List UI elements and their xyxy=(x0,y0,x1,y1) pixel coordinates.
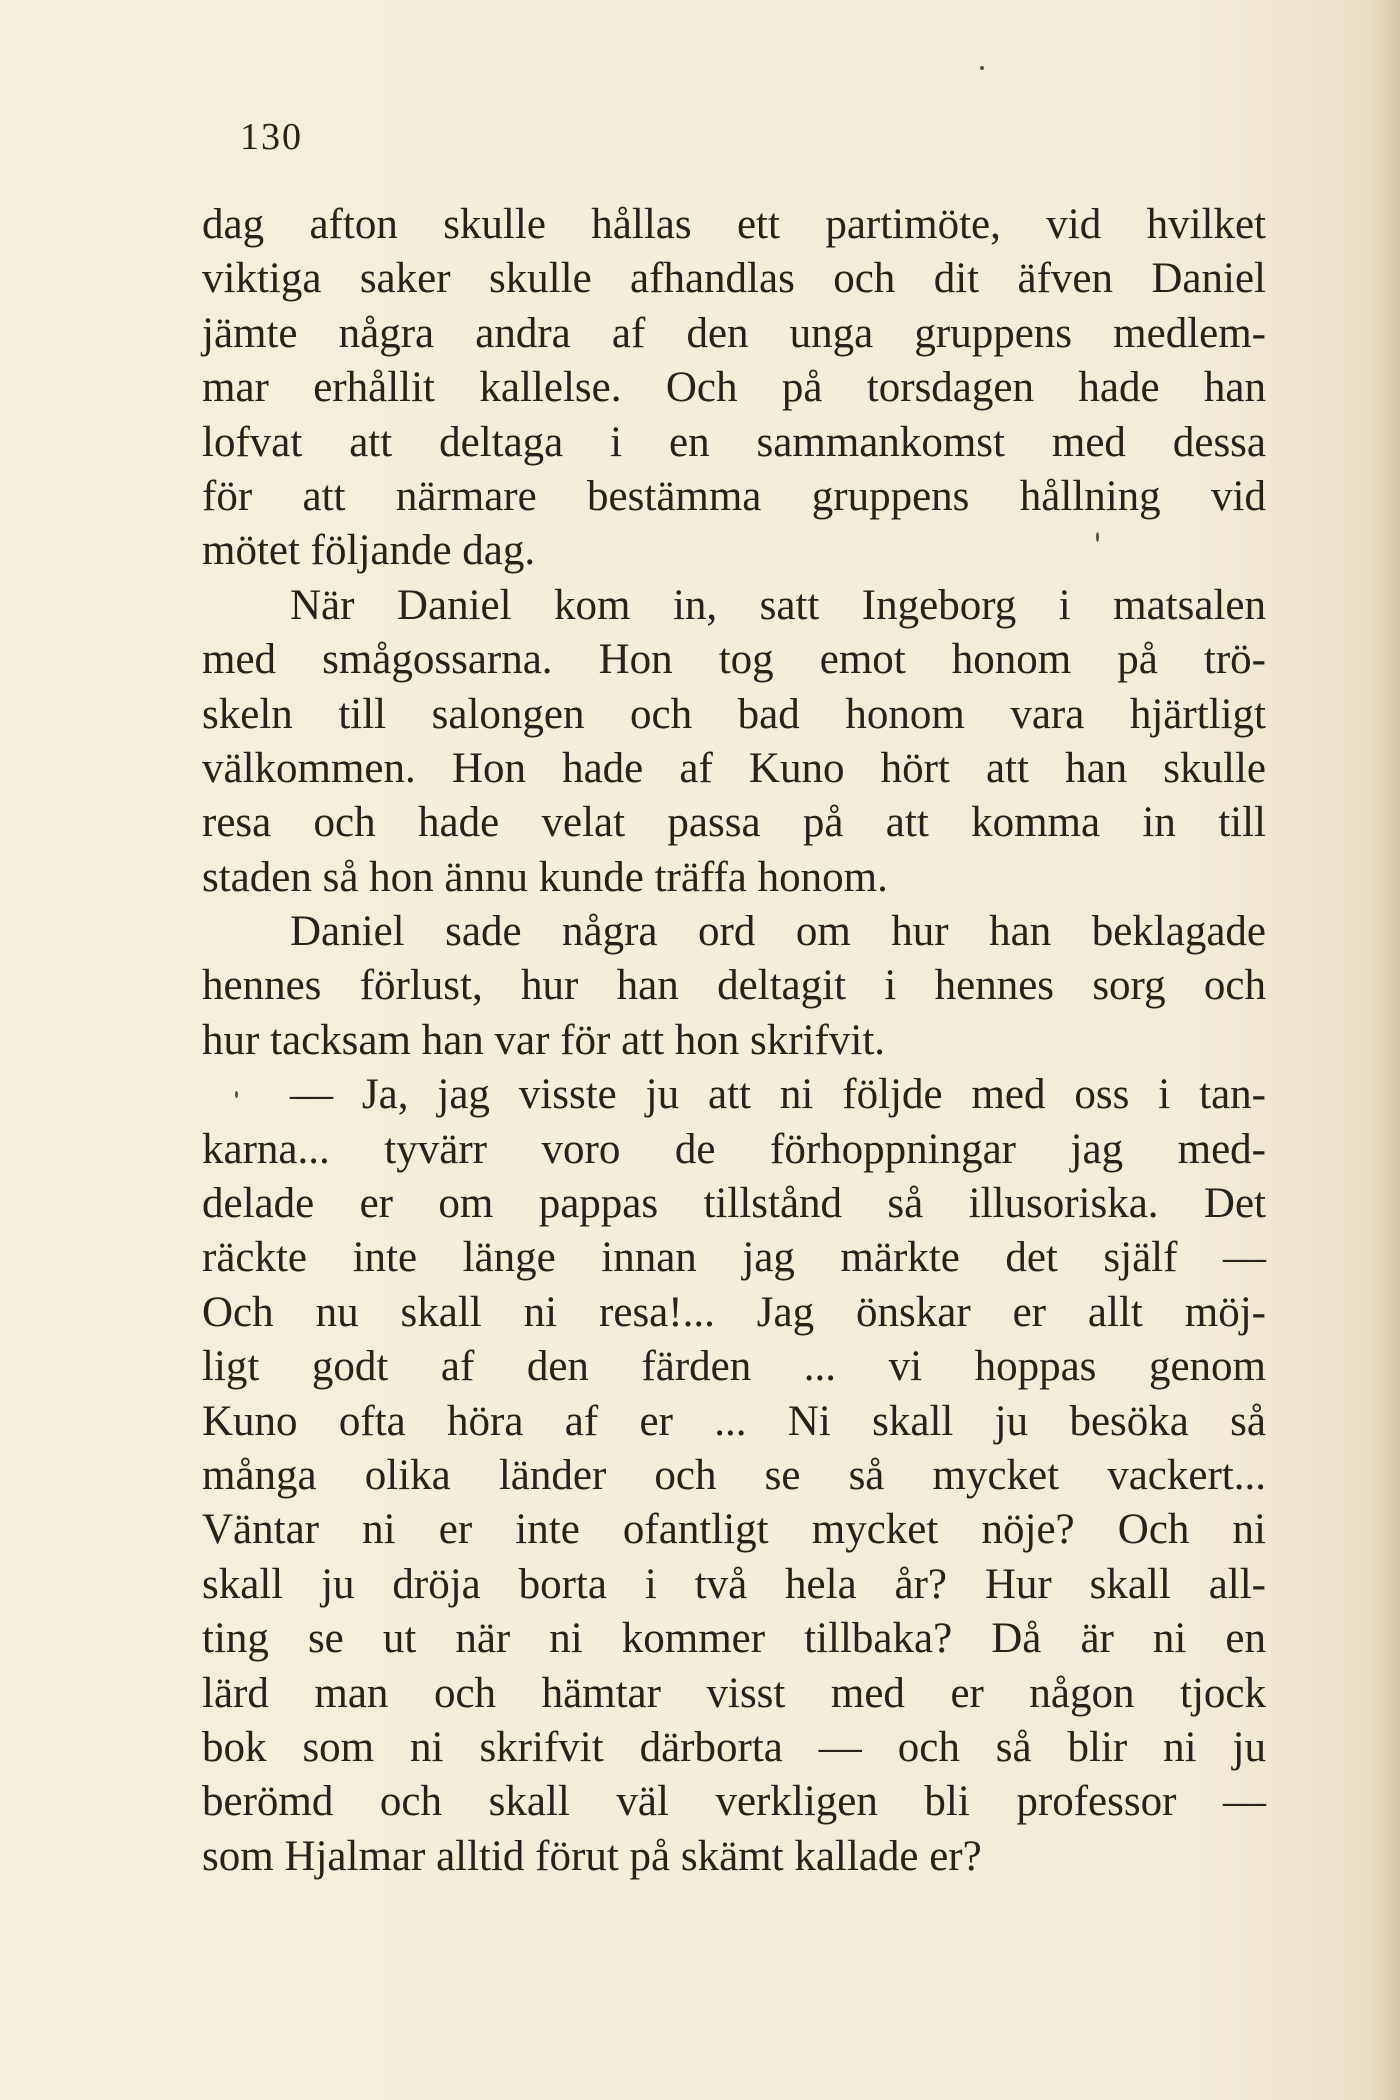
page-number: 130 xyxy=(240,116,303,158)
text-line: välkommen. Hon hade af Kuno hört att han skulle xyxy=(202,744,1266,792)
body-text xyxy=(202,198,1266,1884)
text-line: skeln till salongen och bad honom vara hjärtligt xyxy=(202,690,1266,738)
text-line: hur tacksam han var för att hon skrifvit. xyxy=(202,1016,886,1064)
text-line: mötet följande dag. xyxy=(202,527,536,575)
text-line: När Daniel kom in, satt Ingeborg i matsalen xyxy=(290,581,1266,629)
text-line: Daniel sade några ord om hur han beklagade xyxy=(290,908,1266,956)
text-line: hennes förlust, hur han deltagit i hennes sorg och xyxy=(202,962,1266,1010)
text-line: skall ju dröja borta i två hela år? Hur skall all- xyxy=(202,1560,1266,1608)
text-line: räckte inte länge innan jag märkte det själf — xyxy=(202,1234,1266,1282)
text-line: många olika länder och se så mycket vackert... xyxy=(202,1451,1266,1499)
text-line: med smågossarna. Hon tog emot honom på trö- xyxy=(202,636,1266,684)
text-line: jämte några andra af den unga gruppens medlem- xyxy=(202,309,1266,357)
text-line: lärd man och hämtar visst med er någon tjock xyxy=(202,1669,1266,1717)
text-line: karna... tyvärr voro de förhoppningar jag med- xyxy=(202,1125,1266,1173)
text-line: ting se ut när ni kommer tillbaka? Då är ni en xyxy=(202,1615,1266,1663)
text-line: berömd och skall väl verkligen bli professor — xyxy=(202,1778,1266,1826)
text-line: Väntar ni er inte ofantligt mycket nöje? Och ni xyxy=(202,1506,1266,1554)
text-line: dag afton skulle hållas ett partimöte, vid hvilket xyxy=(202,201,1266,248)
page-edge-shadow xyxy=(1374,0,1400,2100)
text-line: mar erhållit kallelse. Och på torsdagen hade han xyxy=(202,364,1266,412)
text-line: Och nu skall ni resa!... Jag önskar er allt möj- xyxy=(202,1288,1266,1336)
text-line: Kuno ofta höra af er ... Ni skall ju besöka så xyxy=(202,1397,1266,1445)
text-line: — Ja, jag visste ju att ni följde med oss i tan- xyxy=(290,1071,1266,1119)
text-line: för att närmare bestämma gruppens hållning vid xyxy=(202,472,1266,520)
text-line: staden så hon ännu kunde träffa honom. xyxy=(202,853,888,901)
text-line: delade er om pappas tillstånd så illusoriska. Det xyxy=(202,1180,1266,1228)
text-line: resa och hade velat passa på att komma in till xyxy=(202,799,1266,847)
text-line: som Hjalmar alltid förut på skämt kallade er? xyxy=(202,1832,982,1880)
text-line: bok som ni skrifvit därborta — och så blir ni ju xyxy=(202,1723,1266,1771)
text-line: viktiga saker skulle afhandlas och dit äfven Daniel xyxy=(202,255,1266,303)
text-line: ligt godt af den färden ... vi hoppas genom xyxy=(202,1343,1266,1391)
text-line: lofvat att deltaga i en sammankomst med dessa xyxy=(202,418,1266,466)
